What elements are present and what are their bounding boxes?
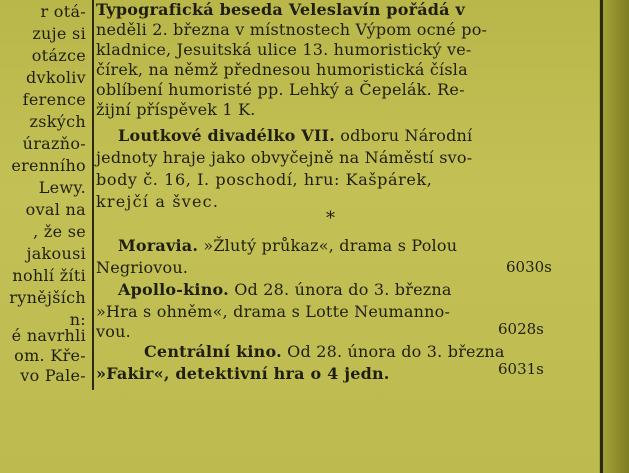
ad-line: vou. <box>96 322 131 341</box>
article1-title-line: Typografická beseda Veleslavín pořádá v <box>96 0 465 19</box>
ad-title: Centrální kino. <box>144 342 282 361</box>
left-line: rynějších <box>9 288 86 307</box>
ad-line: Negriovou. <box>96 258 189 277</box>
ad-title: Apollo-kino. <box>118 280 229 299</box>
article2-text: odboru Národní <box>335 126 473 145</box>
article1-line: neděli 2. března v místnostech Výpom ocné po- <box>96 20 488 39</box>
left-line: jakousi <box>26 244 86 263</box>
article1-line: žijní příspěvek 1 K. <box>96 100 256 119</box>
left-line: vo Pale- <box>20 366 86 385</box>
article2-line: jednoty hraje jako obvyčejně na Náměstí svo- <box>96 148 473 167</box>
article2-first-line <box>118 126 472 145</box>
ad-line: »Fakir«, detektivní hra o 4 jedn. <box>96 364 390 383</box>
left-line: , že se <box>33 222 86 241</box>
left-line: Lewy. <box>38 178 86 197</box>
left-line: zuje si <box>32 24 86 43</box>
article1-line: čírek, na němž přednesou humoristická čísla <box>96 60 468 79</box>
left-line: úrazňo- <box>22 134 86 153</box>
ad-moravia <box>118 236 457 255</box>
left-column <box>0 0 92 400</box>
left-line: nohlí žíti <box>12 266 86 285</box>
article2-line: krejčí a švec. <box>96 192 220 211</box>
left-line: erenního <box>11 156 86 175</box>
ad-text: »Žlutý průkaz«, drama s Polou <box>198 236 458 255</box>
article2-title: Loutkové divadélko VII. <box>118 126 336 145</box>
page-edge-shadow <box>599 0 629 473</box>
separator-star: * <box>326 208 335 229</box>
ad-title: Moravia. <box>118 236 199 255</box>
left-line: zských <box>29 112 86 131</box>
ad-text: Od 28. února do 3. března <box>228 280 452 299</box>
column-rule <box>92 0 94 390</box>
left-line: ference <box>22 90 86 109</box>
article2-line: body č. 16, I. poschodí, hru: Kašpárek, <box>96 170 433 189</box>
left-line: oval na <box>25 200 86 219</box>
ad-text: Od 28. února do 3. března <box>281 342 505 361</box>
ad-line: »Hra s ohněm«, drama s Lotte Neumanno- <box>96 302 451 321</box>
ad-number: 6028s <box>498 320 544 338</box>
left-line: otázce <box>31 46 86 65</box>
left-line: r otá- <box>40 2 86 21</box>
right-column-rule <box>600 0 603 473</box>
article1-line: kladnice, Jesuitská ulice 13. humoristický ve- <box>96 40 472 59</box>
ad-number: 6031s <box>498 360 544 378</box>
left-line: é navrhli <box>11 326 86 345</box>
article1-line: oblíbení humoristé pp. Lehký a Čepelák. Re- <box>96 80 465 99</box>
left-line: om. Kře- <box>14 346 86 365</box>
left-line: n: <box>69 310 86 329</box>
ad-apollo <box>118 280 452 299</box>
ad-centralni <box>144 342 505 361</box>
left-line: dvkoliv <box>26 68 86 87</box>
ad-number: 6030s <box>506 258 552 276</box>
